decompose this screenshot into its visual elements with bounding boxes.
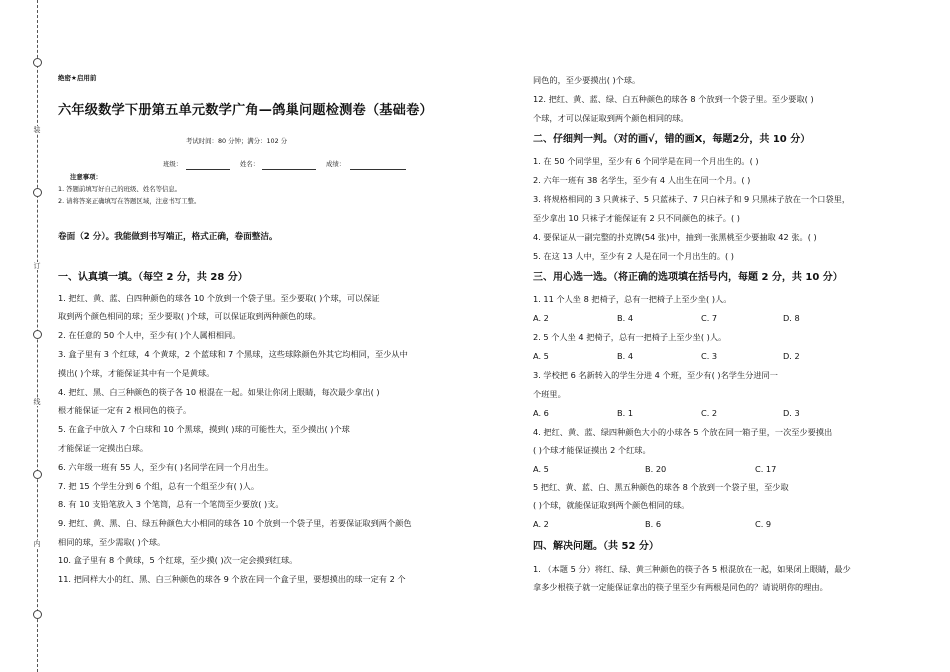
- choice-question: ( )个球，就能保证取到两个颜色相同的球。: [533, 500, 690, 510]
- question-line: 9. 把红、黄、黑、白、绿五种颜色大小相同的球各 10 个放到一个袋子里，若要保证取到两个颜色: [58, 518, 412, 528]
- choice-option[interactable]: C. 3: [701, 351, 718, 361]
- choice-question: 5 把红、黄、蓝、白、黑五种颜色的球各 8 个放到一个袋子里，至少取: [533, 482, 789, 492]
- choice-question: 2. 5 个人坐 4 把椅子，总有一把椅子上至少坐( )人。: [533, 332, 727, 342]
- name-label: 姓名：: [240, 160, 260, 168]
- question-line: 8. 有 10 支铅笔放入 3 个笔筒，总有一个笔筒至少要放( )支。: [58, 499, 284, 509]
- choice-option[interactable]: B. 4: [617, 351, 634, 361]
- question-line: 11. 把同样大小的红、黑、白三种颜色的球各 9 个放在同一个盒子里，要想摸出的球一定有 2 个: [58, 574, 406, 584]
- binding-hole-icon: [33, 188, 42, 197]
- choice-question: 1. 11 个人坐 8 把椅子，总有一把椅子上至少坐( )人。: [533, 294, 732, 304]
- question-line: 6. 六年级一班有 55 人，至少有( )名同学在同一个月出生。: [58, 462, 274, 472]
- question-line: 才能保证一定摸出白球。: [58, 443, 149, 453]
- exam-title: 六年级数学下册第五单元数学广角—鸽巢问题检测卷（基础卷）: [58, 103, 433, 118]
- choice-option[interactable]: A. 5: [533, 464, 549, 474]
- section-1-title: 一、认真填一填。（每空 2 分，共 28 分）: [58, 272, 248, 283]
- choice-option[interactable]: D. 3: [783, 408, 800, 418]
- binding-char: 订: [31, 262, 43, 270]
- problem-line: 拿多少根筷子就一定能保证拿出的筷子里至少有两根是同色的？请说明你的理由。: [533, 582, 828, 592]
- choice-option[interactable]: A. 2: [533, 519, 549, 529]
- choice-option[interactable]: A. 5: [533, 351, 549, 361]
- binding-hole-icon: [33, 470, 42, 479]
- choice-option[interactable]: D. 8: [783, 313, 800, 323]
- judge-line: 至少拿出 10 只袜子才能保证有 2 只不同颜色的袜子。( ): [533, 213, 740, 223]
- score-field[interactable]: [350, 159, 406, 170]
- choice-option[interactable]: B. 4: [617, 313, 634, 323]
- neatness-note: 卷面（2 分）。我能做到书写端正，格式正确，卷面整洁。: [58, 232, 278, 242]
- binding-char: 装: [31, 126, 43, 134]
- class-label: 班级：: [163, 160, 183, 168]
- choice-option[interactable]: B. 20: [645, 464, 667, 474]
- binding-margin: [31, 0, 43, 672]
- choice-option[interactable]: C. 2: [701, 408, 718, 418]
- choice-option[interactable]: B. 1: [617, 408, 634, 418]
- section-2-title: 二、仔细判一判。（对的画√，错的画X，每题2分，共 10 分）: [533, 134, 811, 145]
- choice-question: ( )个球才能保证摸出 2 个红球。: [533, 445, 651, 455]
- judge-line: 4. 要保证从一副完整的扑克牌(54 张)中，抽到一张黑桃至少要抽取 42 张。( ): [533, 232, 817, 242]
- notice-item: 1. 答题前填写好自己的班级、姓名等信息。: [58, 185, 182, 193]
- choice-option[interactable]: A. 2: [533, 313, 549, 323]
- question-line: 根才能保证一定有 2 根同色的筷子。: [58, 405, 192, 415]
- notice-title: 注意事项：: [70, 173, 102, 181]
- question-line: 3. 盒子里有 3 个红球，4 个黄球，2 个蓝球和 7 个黑球，这些球除颜色外其它均相同，至少从中: [58, 349, 408, 359]
- question-line: 2. 在任意的 50 个人中，至少有( )个人属相相同。: [58, 330, 241, 340]
- question-line: 4. 把红、黑、白三种颜色的筷子各 10 根混在一起。如果让你闭上眼睛，每次最少拿出( ): [58, 387, 380, 397]
- question-line: 个球，才可以保证取到两个颜色相同的球。: [533, 113, 689, 123]
- judge-line: 5. 在这 13 人中，至少有 2 人是在同一个月出生的。( ): [533, 251, 735, 261]
- binding-hole-icon: [33, 610, 42, 619]
- section-4-title: 四、解决问题。（共 52 分）: [533, 541, 659, 552]
- choice-option[interactable]: B. 6: [645, 519, 662, 529]
- problem-line: 1. （本题 5 分）将红、绿、黄三种颜色的筷子各 5 根混放在一起，如果闭上眼睛，最少: [533, 564, 851, 574]
- question-line: 摸出( )个球，才能保证其中有一个是黄球。: [58, 368, 215, 378]
- notice-item: 2. 请将答案正确填写在答题区域，注意书写工整。: [58, 197, 201, 205]
- score-label: 成绩：: [326, 160, 346, 168]
- choice-question: 4. 把红、黄、蓝、绿四种颜色大小的小球各 5 个放在同一箱子里，一次至少要摸出: [533, 427, 833, 437]
- section-3-title: 三、用心选一选。（将正确的选项填在括号内，每题 2 分，共 10 分）: [533, 272, 843, 283]
- class-field[interactable]: [186, 159, 230, 170]
- secret-label: 绝密★启用前: [58, 74, 97, 82]
- binding-hole-icon: [33, 330, 42, 339]
- question-line: 相同的球，至少需取( )个球。: [58, 537, 166, 547]
- question-line: 10. 盒子里有 8 个黄球，5 个红球，至少摸( )次一定会摸到红球。: [58, 555, 298, 565]
- question-line: 同色的，至少要摸出( )个球。: [533, 75, 641, 85]
- judge-line: 3. 将规格相同的 3 只黄袜子、5 只蓝袜子、7 只白袜子和 9 只黑袜子放在一个口袋里，: [533, 194, 851, 204]
- choice-option[interactable]: C. 7: [701, 313, 718, 323]
- choice-option[interactable]: D. 2: [783, 351, 800, 361]
- choice-option[interactable]: A. 6: [533, 408, 549, 418]
- judge-line: 1. 在 50 个同学里，至少有 6 个同学是在同一个月出生的。( ): [533, 156, 759, 166]
- question-line: 5. 在盒子中放入 7 个白球和 10 个黑球，摸到( )球的可能性大，至少摸出( )个球: [58, 424, 350, 434]
- choice-option[interactable]: C. 9: [755, 519, 772, 529]
- choice-question: 3. 学校把 6 名新转入的学生分进 4 个班，至少有( )名学生分进同一: [533, 370, 778, 380]
- judge-line: 2. 六年一班有 38 名学生，至少有 4 人出生在同一个月。( ): [533, 175, 751, 185]
- binding-char: 线: [31, 398, 43, 406]
- choice-option[interactable]: C. 17: [755, 464, 777, 474]
- question-line: 取到两个颜色相同的球；至少要取( )个球，可以保证取到两种颜色的球。: [58, 311, 321, 321]
- choice-question: 个班里。: [533, 389, 566, 399]
- binding-char: 内: [31, 540, 43, 548]
- question-line: 7. 把 15 个学生分到 6 个组，总有一个组至少有( )人。: [58, 481, 260, 491]
- name-field[interactable]: [262, 159, 316, 170]
- exam-info: 考试时间：80 分钟；满分：102 分: [186, 137, 288, 145]
- question-line: 12. 把红、黄、蓝、绿、白五种颜色的球各 8 个放到一个袋子里。至少要取( ): [533, 94, 814, 104]
- binding-hole-icon: [33, 58, 42, 67]
- question-line: 1. 把红、黄、蓝、白四种颜色的球各 10 个放到一个袋子里。至少要取( )个球，可以保证: [58, 293, 380, 303]
